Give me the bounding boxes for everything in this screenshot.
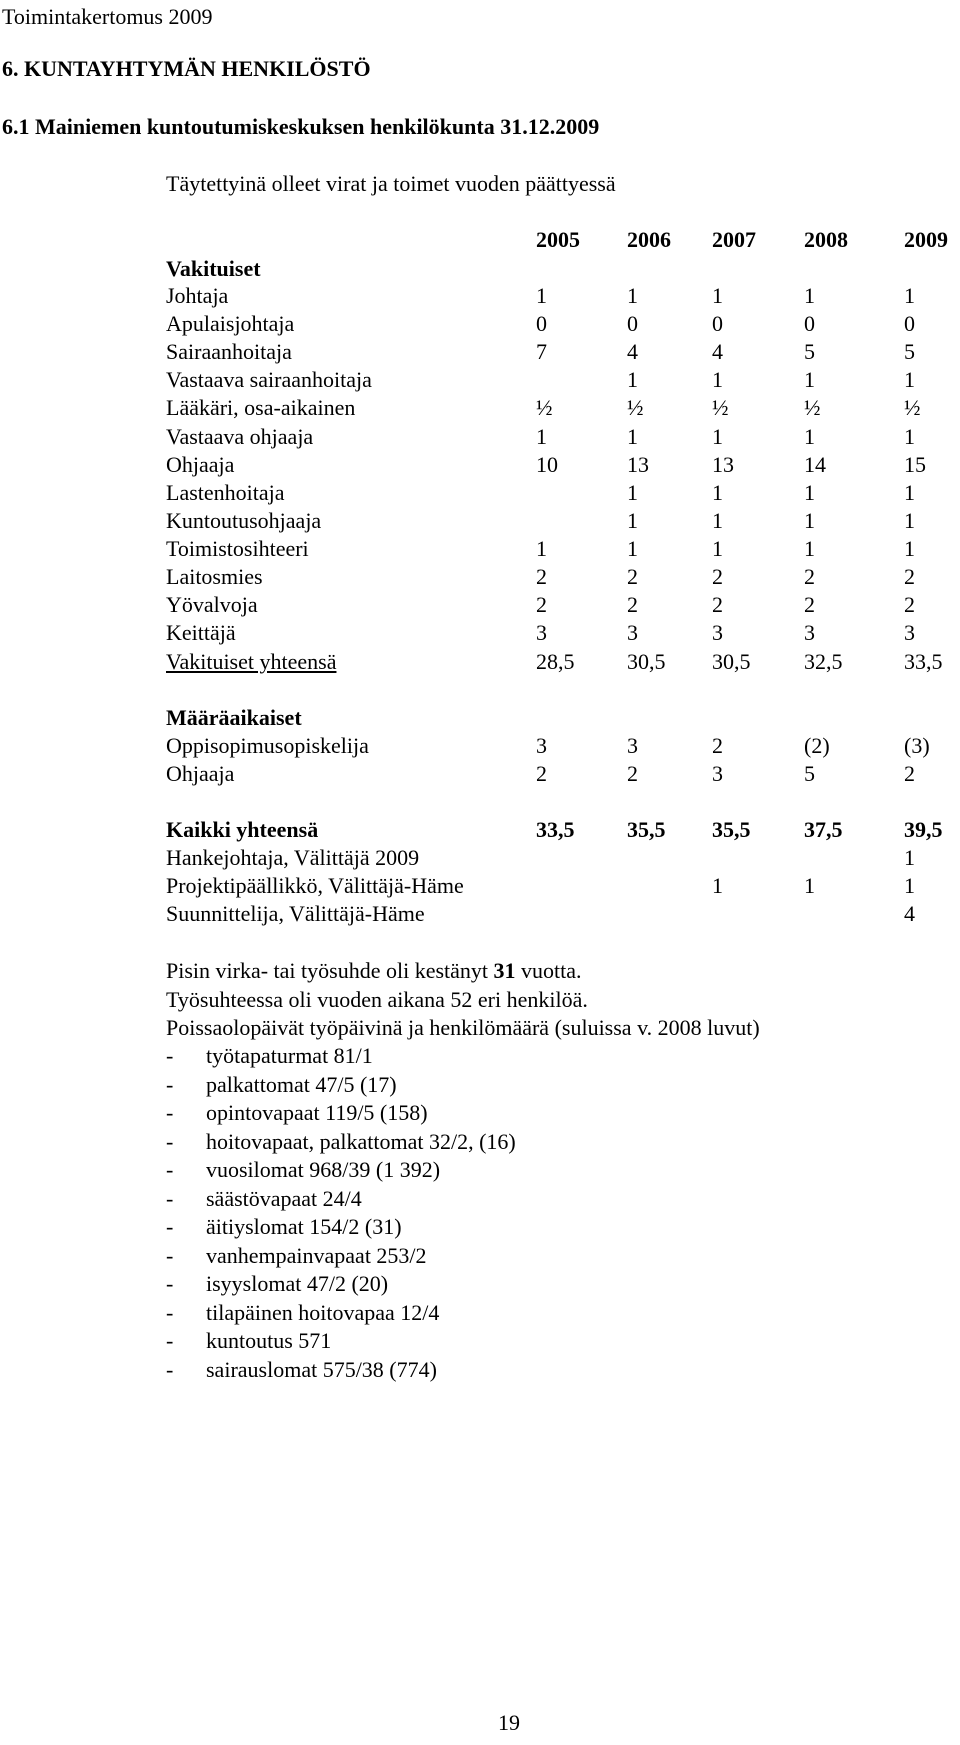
absence-intro: Poissaolopäivät työpäivinä ja henkilömäärä (suluissa v. 2008 luvut) xyxy=(166,1015,760,1040)
absence-item: isyyslomat 47/2 (20) xyxy=(206,1271,389,1296)
cell-value: 4 xyxy=(627,339,638,365)
table-row xyxy=(0,566,960,592)
table-row xyxy=(0,479,960,508)
cell-value: 1 xyxy=(904,507,915,533)
cell-value: 0 xyxy=(804,311,815,337)
table-row xyxy=(0,735,960,761)
cell-value: 2 xyxy=(804,592,815,618)
cell-value: 1 xyxy=(904,367,915,393)
year-header: 2006 xyxy=(627,227,671,252)
table-row xyxy=(0,397,960,423)
cell-value: 1 xyxy=(627,367,638,393)
cell-value: 7 xyxy=(536,339,547,365)
cell-value: 1 xyxy=(712,507,723,533)
row-label: Suunnittelija, Välittäjä-Häme xyxy=(166,901,425,926)
row-label: Projektipäällikkö, Välittäjä-Häme xyxy=(166,873,464,898)
absence-item: vuosilomat 968/39 (1 392) xyxy=(206,1157,441,1182)
table-row xyxy=(0,369,960,395)
row-label: Kuntoutusohjaaja xyxy=(166,507,322,533)
grand-total-row xyxy=(0,819,960,845)
row-label: Ohjaaja xyxy=(166,761,235,786)
cell-value: 2 xyxy=(712,733,723,758)
cell-value: 2 xyxy=(536,592,547,618)
absence-item: tilapäinen hoitovapaa 12/4 xyxy=(206,1299,440,1325)
cell-value: 5 xyxy=(804,761,815,786)
table-row xyxy=(0,451,960,480)
cell-value: 4 xyxy=(712,339,723,365)
bullet-dash: - xyxy=(166,1100,174,1125)
cell-value: 30,5 xyxy=(627,649,666,674)
cell-value: 3 xyxy=(627,733,638,758)
bullet-dash: - xyxy=(166,1043,174,1068)
bullet-dash: - xyxy=(166,1071,174,1097)
cell-value: (3) xyxy=(904,733,930,758)
note-number: 31 xyxy=(493,958,516,983)
row-label: Vastaava sairaanhoitaja xyxy=(166,367,372,393)
longest-employment-note xyxy=(166,960,582,982)
cell-value: 2 xyxy=(904,564,915,589)
absence-item: opintovapaat 119/5 (158) xyxy=(206,1100,428,1125)
cell-value: 1 xyxy=(627,535,638,561)
row-label: Apulaisjohtaja xyxy=(166,311,295,337)
row-label: Keittäjä xyxy=(166,620,236,646)
year-header: 2005 xyxy=(536,227,580,252)
cell-value: 14 xyxy=(804,451,826,477)
cell-value: 1 xyxy=(536,535,547,561)
cell-value: ½ xyxy=(712,395,729,421)
year-header-row xyxy=(0,229,960,255)
cell-value: 2 xyxy=(712,564,723,589)
cell-value: 1 xyxy=(712,423,723,449)
table-row xyxy=(0,507,960,536)
cell-value: 2 xyxy=(904,592,915,618)
year-header: 2008 xyxy=(804,227,848,252)
table-row xyxy=(0,622,960,648)
cell-value: 1 xyxy=(627,507,638,533)
cell-value: 1 xyxy=(804,479,815,505)
cell-value: 2 xyxy=(536,761,547,786)
cell-value: 10 xyxy=(536,451,558,477)
table-row xyxy=(0,313,960,339)
table-row xyxy=(0,423,960,452)
absence-item: kuntoutus 571 xyxy=(206,1328,332,1353)
cell-value: 33,5 xyxy=(904,649,943,674)
bullet-dash: - xyxy=(166,1271,174,1296)
absence-item: säästövapaat 24/4 xyxy=(206,1185,362,1211)
cell-value: 1 xyxy=(712,283,723,308)
cell-value: 1 xyxy=(627,283,638,308)
cell-value: 32,5 xyxy=(804,649,843,674)
cell-value: 3 xyxy=(627,620,638,646)
cell-value: 1 xyxy=(804,507,815,533)
bullet-dash: - xyxy=(166,1214,174,1239)
absence-item: vanhempainvapaat 253/2 xyxy=(206,1242,427,1268)
cell-value: 2 xyxy=(904,761,915,786)
row-label: Toimistosihteeri xyxy=(166,535,309,561)
cell-value: 1 xyxy=(904,873,915,898)
cell-value: 28,5 xyxy=(536,649,575,674)
row-label: Vastaava ohjaaja xyxy=(166,423,314,449)
cell-value: 39,5 xyxy=(904,817,943,842)
section-heading: 6. KUNTAYHTYMÄN HENKILÖSTÖ xyxy=(2,56,371,81)
absence-item: työtapaturmat 81/1 xyxy=(206,1043,373,1068)
cell-value: 2 xyxy=(712,592,723,618)
row-label: Ohjaaja xyxy=(166,451,235,477)
absence-item: palkattomat 47/5 (17) xyxy=(206,1071,397,1097)
cell-value: 0 xyxy=(904,311,915,337)
cell-value: 5 xyxy=(904,339,915,365)
table-row xyxy=(0,763,960,789)
cell-value: ½ xyxy=(804,395,821,421)
table-row xyxy=(0,535,960,564)
row-label: Hankejohtaja, Välittäjä 2009 xyxy=(166,845,420,870)
table-row xyxy=(0,875,960,901)
cell-value: 1 xyxy=(904,283,915,308)
document-title: Toimintakertomus 2009 xyxy=(2,4,213,29)
cell-value: 30,5 xyxy=(712,649,751,674)
note-text: Pisin virka- tai työsuhde oli kestänyt xyxy=(166,958,494,983)
cell-value: 3 xyxy=(712,620,723,646)
bullet-dash: - xyxy=(166,1157,174,1182)
bullet-dash: - xyxy=(166,1128,174,1154)
cell-value: 15 xyxy=(904,451,926,477)
row-label: Kaikki yhteensä xyxy=(166,817,319,842)
cell-value: 33,5 xyxy=(536,817,575,842)
cell-value: 0 xyxy=(536,311,547,337)
row-label: Yövalvoja xyxy=(166,592,258,618)
cell-value: 1 xyxy=(627,423,638,449)
table-row xyxy=(0,594,960,620)
page-number: 19 xyxy=(498,1710,520,1735)
cell-value: 1 xyxy=(804,367,815,393)
bullet-dash: - xyxy=(166,1185,174,1211)
bullet-dash: - xyxy=(166,1299,174,1325)
cell-value: 0 xyxy=(712,311,723,337)
cell-value: 1 xyxy=(904,845,915,870)
cell-value: 3 xyxy=(804,620,815,646)
cell-value: 1 xyxy=(804,283,815,308)
row-label: Lastenhoitaja xyxy=(166,479,285,505)
cell-value: 13 xyxy=(712,451,734,477)
row-label: Vakituiset yhteensä xyxy=(166,649,337,674)
cell-value: ½ xyxy=(536,395,553,421)
row-label: Sairaanhoitaja xyxy=(166,339,292,365)
table-row xyxy=(0,341,960,367)
cell-value: 1 xyxy=(536,423,547,449)
cell-value: 2 xyxy=(804,564,815,589)
cell-value: 3 xyxy=(536,620,547,646)
cell-value: 5 xyxy=(804,339,815,365)
cell-value: 0 xyxy=(627,311,638,337)
cell-value: 1 xyxy=(712,479,723,505)
table-row xyxy=(0,903,960,929)
year-header: 2007 xyxy=(712,227,756,252)
row-label: Lääkäri, osa-aikainen xyxy=(166,395,356,421)
group-heading-vakituiset: Vakituiset xyxy=(166,256,261,281)
cell-value: 1 xyxy=(627,479,638,505)
vakituiset-total-row xyxy=(0,651,960,677)
cell-value: ½ xyxy=(627,395,644,421)
bullet-dash: - xyxy=(166,1328,174,1353)
table-caption: Täytettyinä olleet virat ja toimet vuoden päättyessä xyxy=(166,171,616,196)
cell-value: 1 xyxy=(904,479,915,505)
cell-value: 1 xyxy=(804,423,815,449)
persons-note: Työsuhteessa oli vuoden aikana 52 eri henkilöä. xyxy=(166,987,588,1012)
absence-item: hoitovapaat, palkattomat 32/2, (16) xyxy=(206,1128,516,1154)
cell-value: 2 xyxy=(627,761,638,786)
group-heading-maaraaikaiset: Määräaikaiset xyxy=(166,705,302,730)
cell-value: 1 xyxy=(712,535,723,561)
cell-value: 1 xyxy=(712,873,723,898)
year-header: 2009 xyxy=(904,227,948,252)
cell-value: 3 xyxy=(712,761,723,786)
table-row xyxy=(0,847,960,873)
cell-value: 2 xyxy=(536,564,547,589)
cell-value: 37,5 xyxy=(804,817,843,842)
cell-value: 1 xyxy=(804,873,815,898)
cell-value: 13 xyxy=(627,451,649,477)
cell-value: 2 xyxy=(627,592,638,618)
row-label: Johtaja xyxy=(166,283,229,308)
cell-value: 3 xyxy=(536,733,547,758)
cell-value: 1 xyxy=(904,423,915,449)
row-label: Laitosmies xyxy=(166,564,263,589)
absence-item: äitiyslomat 154/2 (31) xyxy=(206,1214,402,1239)
cell-value: ½ xyxy=(904,395,921,421)
cell-value: 35,5 xyxy=(627,817,666,842)
cell-value: (2) xyxy=(804,733,830,758)
cell-value: 35,5 xyxy=(712,817,751,842)
cell-value: 2 xyxy=(627,564,638,589)
table-row xyxy=(0,285,960,311)
bullet-dash: - xyxy=(166,1242,174,1268)
bullet-dash: - xyxy=(166,1356,174,1382)
row-label: Oppisopimusopiskelija xyxy=(166,733,369,758)
cell-value: 1 xyxy=(904,535,915,561)
cell-value: 4 xyxy=(904,901,915,926)
cell-value: 1 xyxy=(536,283,547,308)
cell-value: 1 xyxy=(804,535,815,561)
cell-value: 1 xyxy=(712,367,723,393)
absence-item: sairauslomat 575/38 (774) xyxy=(206,1356,437,1382)
cell-value: 3 xyxy=(904,620,915,646)
note-text: vuotta. xyxy=(515,958,582,983)
section-subheading: 6.1 Mainiemen kuntoutumiskeskuksen henkilökunta 31.12.2009 xyxy=(2,114,600,139)
